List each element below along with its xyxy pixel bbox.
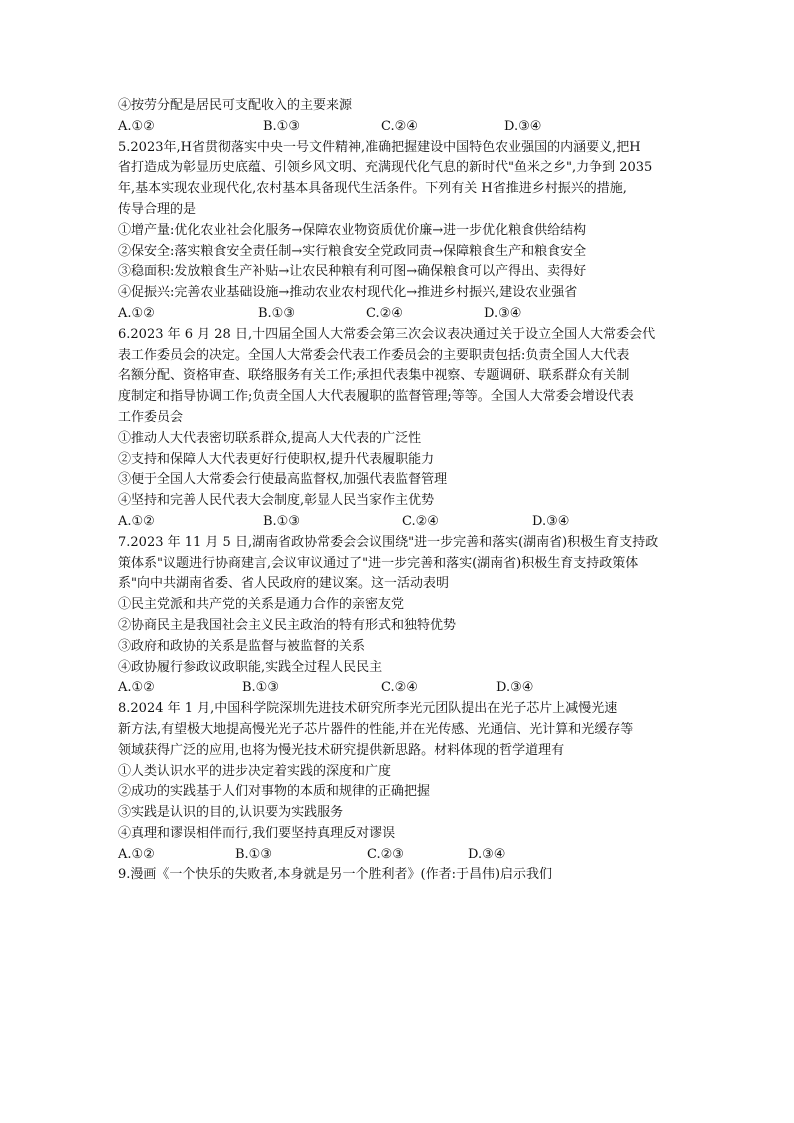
q5-stem-line: 年,基本实现农业现代化,农村基本具备现代生活条件。下列有关 H省推进乡村振兴的措施, (118, 181, 627, 197)
q8-stem-line: 8.2024 年 1 月,中国科学院深圳先进技术研究所李光元团队提出在光子芯片上减慢光速 (118, 701, 618, 717)
q8-option-b: B.①③ (235, 846, 272, 862)
exam-page (118, 96, 678, 886)
q5-options (118, 304, 678, 325)
q7-option-c: C.②④ (381, 680, 418, 696)
q5-option-d: D.③④ (484, 305, 522, 321)
q4-option-b: B.①③ (263, 118, 300, 134)
q7-stem-line: 系"向中共湖南省委、省人民政府的建议案。这一活动表明 (118, 576, 449, 592)
q7-stem-line: 策体系"议题进行协商建言,会议审议通过了"进一步完善和落实(湖南省)积极生育支持政策体 (118, 555, 639, 571)
q7-option-d: D.③④ (496, 680, 534, 696)
q7-stem-line: 7.2023 年 11 月 5 日,湖南省政协常委会会议围绕"进一步完善和落实(湖南省)积极生育支持政 (118, 534, 659, 550)
q9-stem-line: 9.漫画《一个快乐的失败者,本身就是另一个胜利者》(作者:于昌伟)启示我们 (118, 867, 553, 883)
q8-statement: ③实践是认识的目的,认识要为实践服务 (118, 805, 344, 821)
q6-option-c: C.②④ (402, 513, 439, 529)
q6-statement: ②支持和保障人大代表更好行使职权,提升代表履职能力 (118, 451, 435, 467)
q4-option-d: D.③④ (504, 118, 542, 134)
q5-stem-line: 省打造成为彰显历史底蕴、引领乡风文明、充满现代化气息的新时代"鱼米之乡",力争到 2035 (118, 160, 653, 176)
q8-statement: ④真理和谬误相伴而行,我们要坚持真理反对谬误 (118, 825, 396, 841)
q8-option-c: C.②③ (367, 846, 404, 862)
q6-options (118, 512, 678, 533)
q4-statement-4: ④按劳分配是居民可支配收入的主要来源 (118, 98, 353, 113)
q6-stem-line: 工作委员会 (118, 409, 184, 425)
q6-stem-line: 度制定和指导协调工作;负责全国人大代表履职的监督管理;等等。全国人大常委会增设代表 (118, 389, 634, 405)
q7-options (118, 678, 678, 699)
q6-stem-line: 6.2023 年 6 月 28 日,十四届全国人大常委会第三次会议表决通过关于设立全国人大常委会代 (118, 326, 656, 342)
q7-option-b: B.①③ (242, 680, 279, 696)
q5-statement: ②保安全:落实粮食安全责任制→实行粮食安全党政同责→保障粮食生产和粮食安全 (118, 243, 587, 259)
q5-option-a: A.①② (118, 305, 155, 321)
q6-statement: ③便于全国人大常委会行使最高监督权,加强代表监督管理 (118, 472, 448, 488)
q5-stem-line: 传导合理的是 (118, 201, 197, 217)
q6-statement: ①推动人大代表密切联系群众,提高人大代表的广泛性 (118, 430, 422, 446)
q4-option-c: C.②④ (381, 118, 418, 134)
q8-statement: ②成功的实践基于人们对事物的本质和规律的正确把握 (118, 784, 431, 800)
q7-statement: ③政府和政协的关系是监督与被监督的关系 (118, 638, 366, 654)
q8-stem-line: 新方法,有望极大地提高慢光光子芯片器件的性能,并在光传感、光通信、光计算和光缓存等 (118, 721, 634, 737)
q6-option-b: B.①③ (263, 513, 300, 529)
q6-option-a: A.①② (118, 513, 155, 529)
q8-options (118, 845, 678, 866)
q7-statement: ②协商民主是我国社会主义民主政治的特有形式和独特优势 (118, 617, 457, 633)
q8-stem-line: 领域获得广泛的应用,也将为慢光技术研究提供新思路。材料体现的哲学道理有 (118, 742, 565, 758)
q5-statement: ④促振兴:完善农业基础设施→推动农业农村现代化→推进乡村振兴,建设农业强省 (118, 285, 578, 301)
q4-options (118, 117, 678, 138)
q5-option-c: C.②④ (366, 305, 403, 321)
q7-statement: ④政协履行参政议政职能,实践全过程人民民主 (118, 659, 383, 675)
q7-option-a: A.①② (118, 680, 155, 696)
q4-option-a: A.①② (118, 118, 155, 134)
q6-stem-line: 名额分配、资格审查、联络服务有关工作;承担代表集中视察、专题调研、联系群众有关制 (118, 368, 630, 384)
q5-option-b: B.①③ (258, 305, 295, 321)
q8-option-d: D.③④ (468, 846, 506, 862)
q5-statement: ③稳面积:发放粮食生产补贴→让农民种粮有利可图→确保粮食可以产得出、卖得好 (118, 264, 587, 280)
q6-stem-line: 表工作委员会的决定。全国人大常委会代表工作委员会的主要职责包括:负责全国人大代表 (118, 347, 630, 363)
q5-statement: ①增产量:优化农业社会化服务→保障农业物资质优价廉→进一步优化粮食供给结构 (118, 222, 587, 238)
q5-stem-line: 5.2023年,H省贯彻落实中央一号文件精神,准确把握建设中国特色农业强国的内涵要义,把H (118, 139, 641, 155)
q7-statement: ①民主党派和共产党的关系是通力合作的亲密友党 (118, 597, 405, 613)
q8-statement: ①人类认识水平的进步决定着实践的深度和广度 (118, 763, 392, 779)
q6-statement: ④坚持和完善人民代表大会制度,彰显人民当家作主优势 (118, 493, 435, 509)
q8-option-a: A.①② (118, 846, 155, 862)
q6-option-d: D.③④ (532, 513, 570, 529)
